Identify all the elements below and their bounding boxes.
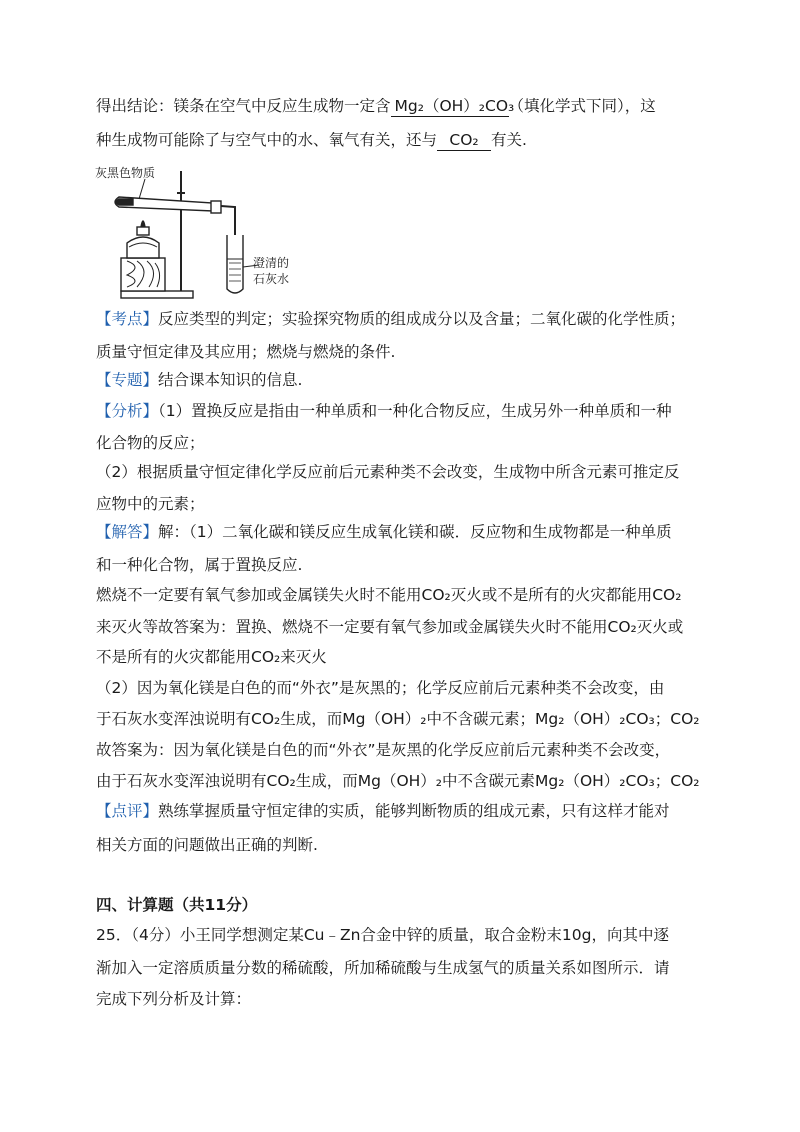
jieda-line-8	[96, 740, 670, 760]
fenxi-tag: 【分析】	[96, 402, 159, 420]
dianping-line-2	[96, 835, 318, 855]
kaodian-line-2	[96, 342, 395, 362]
limewater-tube	[227, 235, 243, 293]
jieda-line-3	[96, 585, 681, 605]
answer-blank-formula: Mg₂（OH）₂CO₃	[391, 96, 509, 117]
q25-line-1	[96, 925, 669, 945]
jieda-text-3: 燃烧不一定要有氧气参加或金属镁失火时不能用CO₂灭火或不是所有的火灾都能用CO₂	[96, 586, 682, 604]
dianping-text-1: 熟练掌握质量守恒定律的实质，能够判断物质的组成元素，只有这样才能对	[158, 802, 670, 820]
jieda-text-2: 和一种化合物，属于置换反应.	[96, 556, 303, 574]
fenxi-text-3: （2）根据质量守恒定律化学反应前后元素种类不会改变，生成物中所含元素可推定反	[96, 463, 680, 481]
zhuanti-text: 结合课本知识的信息.	[158, 371, 303, 389]
kaodian-text-1: 反应类型的判定；实验探究物质的组成成分以及含量；二氧化碳的化学性质；	[158, 310, 686, 328]
jieda-line-1	[96, 522, 672, 542]
label-limewater: 石灰水	[253, 272, 290, 286]
stand-base	[121, 291, 193, 298]
zhuanti-line	[96, 370, 302, 390]
fenxi-text-4: 应物中的元素；	[96, 495, 205, 513]
jieda-line-4	[96, 617, 683, 637]
zhuanti-tag: 【专题】	[96, 371, 159, 389]
fenxi-line-3	[96, 462, 679, 482]
label-clear: 澄清的	[253, 256, 290, 270]
jieda-text-4: 来灭火等故答案为：置换、燃烧不一定要有氧气参加或金属镁失火时不能用CO₂灭火或	[96, 618, 684, 636]
q25-line-3	[96, 989, 251, 1009]
experiment-apparatus-figure	[93, 163, 303, 301]
q25-line-2	[96, 958, 670, 978]
jieda-text-1: 解：（1）二氧化碳和镁反应生成氧化镁和碳．反应物和生成物都是一种单质	[158, 523, 672, 541]
conclusion-text-1b: （填化学式下同），这	[508, 97, 656, 115]
dianping-tag: 【点评】	[96, 802, 159, 820]
q25-text-3: 完成下列分析及计算：	[96, 990, 252, 1008]
fenxi-line-1	[96, 401, 672, 421]
q25-text-1: 25．（4分）小王同学想测定某Cu﹣Zn合金中锌的质量，取合金粉末10g，向其中逐	[96, 926, 669, 944]
q25-text-2: 渐加入一定溶质质量分数的稀硫酸，所加稀硫酸与生成氢气的质量关系如图所示．请	[96, 959, 670, 977]
jieda-text-7: 于石灰水变浑浊说明有CO₂生成，而Mg（OH）₂中不含碳元素；Mg₂（OH）₂CO₃；CO₂	[96, 710, 700, 728]
jieda-text-5: 不是所有的火灾都能用CO₂来灭火	[96, 648, 327, 666]
dianping-text-2: 相关方面的问题做出正确的判断.	[96, 836, 318, 854]
fenxi-line-4	[96, 494, 205, 514]
jieda-line-7	[96, 709, 700, 729]
fenxi-text-1: （1）置换反应是指由一种单质和一种化合物反应，生成另外一种单质和一种	[158, 402, 672, 420]
conclusion-text-2b: 有关.	[491, 131, 527, 149]
jieda-tag: 【解答】	[96, 523, 159, 541]
kaodian-tag: 【考点】	[96, 310, 159, 328]
kaodian-line-1	[96, 309, 685, 329]
jieda-line-6	[96, 678, 664, 698]
jieda-text-9: 由于石灰水变浑浊说明有CO₂生成，而Mg（OH）₂中不含碳元素Mg₂（OH）₂CO₃；CO₂	[96, 772, 700, 790]
kaodian-text-2: 质量守恒定律及其应用；燃烧与燃烧的条件.	[96, 343, 396, 361]
conclusion-text-2a: 种生成物可能除了与空气中的水、氧气有关，还与	[96, 131, 438, 149]
jieda-line-5	[96, 647, 327, 667]
conclusion-line-1	[96, 96, 656, 117]
alcohol-lamp	[127, 237, 159, 258]
section-heading: 四、计算题（共11分）	[96, 896, 258, 914]
jieda-text-8: 故答案为：因为氧化镁是白色的而“外衣”是灰黑的化学反应前后元素种类不会改变，	[96, 741, 671, 759]
jieda-line-2	[96, 555, 302, 575]
answer-blank-co2: CO₂	[437, 130, 491, 151]
fenxi-text-2: 化合物的反应；	[96, 434, 205, 452]
jieda-line-9	[96, 771, 700, 791]
jieda-text-6: （2）因为氧化镁是白色的而“外衣”是灰黑的；化学反应前后元素种类不会改变，由	[96, 679, 665, 697]
conclusion-text-1a: 得出结论：镁条在空气中反应生成物一定含	[96, 97, 391, 115]
fenxi-line-2	[96, 433, 205, 453]
dianping-line-1	[96, 801, 670, 821]
conclusion-line-2	[96, 130, 527, 151]
label-gray-black-substance: 灰黑色物质	[95, 166, 156, 180]
